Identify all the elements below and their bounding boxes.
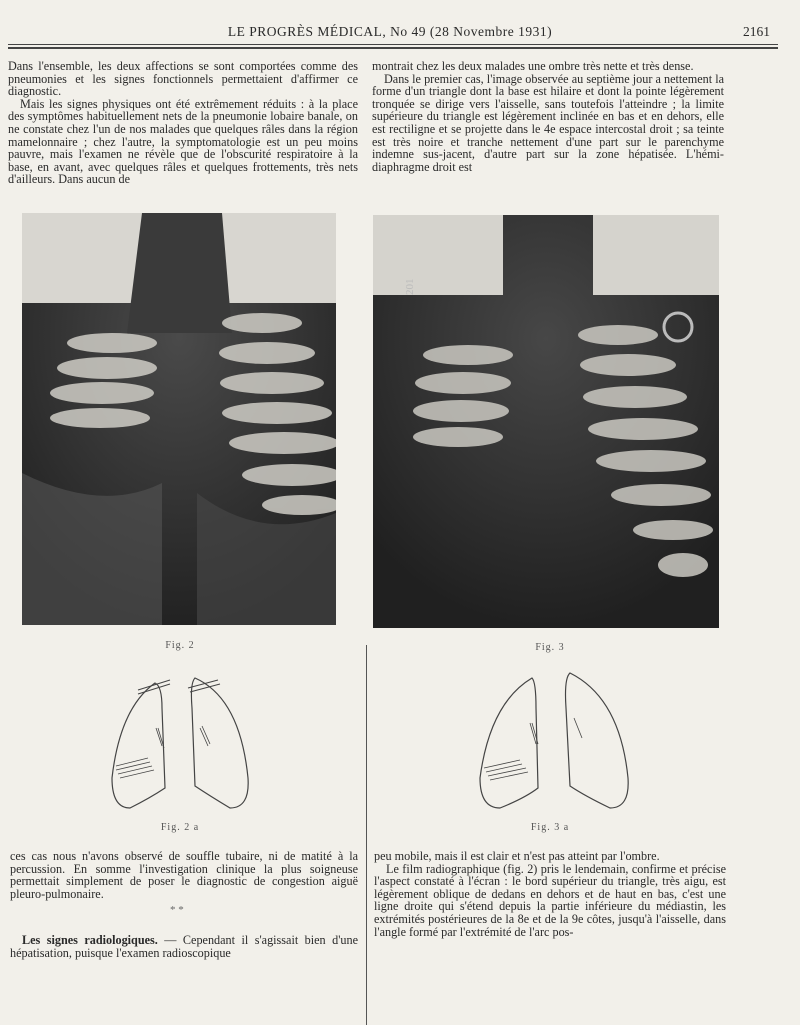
paragraph: Mais les signes physiques ont été extrêmement réduits : à la place des symptômes habituellement nets de la pneumonie lobaire banale, on ne constate chez l'un de nos malades que quelques râles dans la région mamelonnaire ; chez l'autre, la symptomatologie est un peu moins pauvre, mais l'examen ne révèle que de l'obscurité respiratoire à la base, en avant, avec quelques râles et quelques frottements, très nets d'ailleurs. Dans aucun de xyxy=(8,96,358,187)
caption-fig-3a: Fig. 3 a xyxy=(530,822,570,833)
left-column-top xyxy=(8,60,358,186)
lung-diagram-2a xyxy=(100,668,260,818)
section-heading: Les signes radiologiques. xyxy=(22,933,158,947)
page-header xyxy=(10,22,770,42)
xray-figure-3 xyxy=(373,215,719,628)
xray-image xyxy=(373,215,719,628)
lung-diagram-3a xyxy=(470,668,640,818)
caption-fig-3: Fig. 3 xyxy=(535,642,565,653)
right-column-bottom xyxy=(374,850,726,938)
paragraph: Dans le premier cas, l'image observée au septième jour a nettement la forme d'un triangle dont la base est hilaire et dont la pointe légèrement tronquée se dirige vers l'aisselle, sans toutefois l'atteindre ; la limite supérieure du triangle est légèrement inclinée en bas et en dehors, elle est rectiligne et se projette dans le 4e espace intercostal droit ; sa teinte est très noire et tranche nettement d'une part sur le parenchyme indemne sus-jacent, d'autre part sur la zone hépatisée. L'hémi-diaphragme droit est xyxy=(372,71,724,174)
header-rule-thick xyxy=(8,47,778,49)
page-number: 2161 xyxy=(743,24,770,39)
xray-image xyxy=(22,213,336,625)
section-text: — Cependant il s'agissait bien d'une hépatisation, puisque l'examen radioscopique xyxy=(10,933,358,960)
xray-figure-2 xyxy=(22,213,336,625)
header-rule xyxy=(8,44,778,45)
journal-title: LE PROGRÈS MÉDICAL, No 49 (28 Novembre 1931) xyxy=(227,24,553,39)
film-number: 201 xyxy=(404,278,416,295)
caption-fig-2: Fig. 2 xyxy=(165,640,195,651)
paragraph: peu mobile, mais il est clair et n'est pas atteint par l'ombre. xyxy=(374,849,660,863)
right-column-top xyxy=(372,60,724,173)
paragraph: montrait chez les deux malades une ombre très nette et très dense. xyxy=(372,59,694,73)
section-radiologic xyxy=(10,934,358,959)
caption-fig-2a: Fig. 2 a xyxy=(160,822,200,833)
section-separator: * * xyxy=(170,904,184,916)
paragraph: Le film radiographique (fig. 2) pris le lendemain, confirme et précise l'aspect constaté à l'écran : le bord supérieur du triangle, très aigu, est légèrement oblique de dedans en dehors et de haut en bas, c'est une ligne droite qui s'étend depuis la partie inférieure du médiastin, les extrémités postérieures de la 8e et de la 9e côtes, jusqu'à l'aisselle, dans l'angle formé par l'extrémité de l'arc pos- xyxy=(374,861,726,939)
column-divider xyxy=(366,645,367,1025)
left-column-bottom xyxy=(10,850,358,900)
paragraph: ces cas nous n'avons observé de souffle tubaire, ni de matité à la percussion. En somme l'investigation clinique la plus soigneuse permettait simplement de poser le diagnostic de congestion aiguë pleuro-pulmonaire. xyxy=(10,849,358,901)
paragraph: Dans l'ensemble, les deux affections se sont comportées comme des pneumonies et les signes fonctionnels permettaient d'affirmer ce diagnostic. xyxy=(8,59,358,99)
